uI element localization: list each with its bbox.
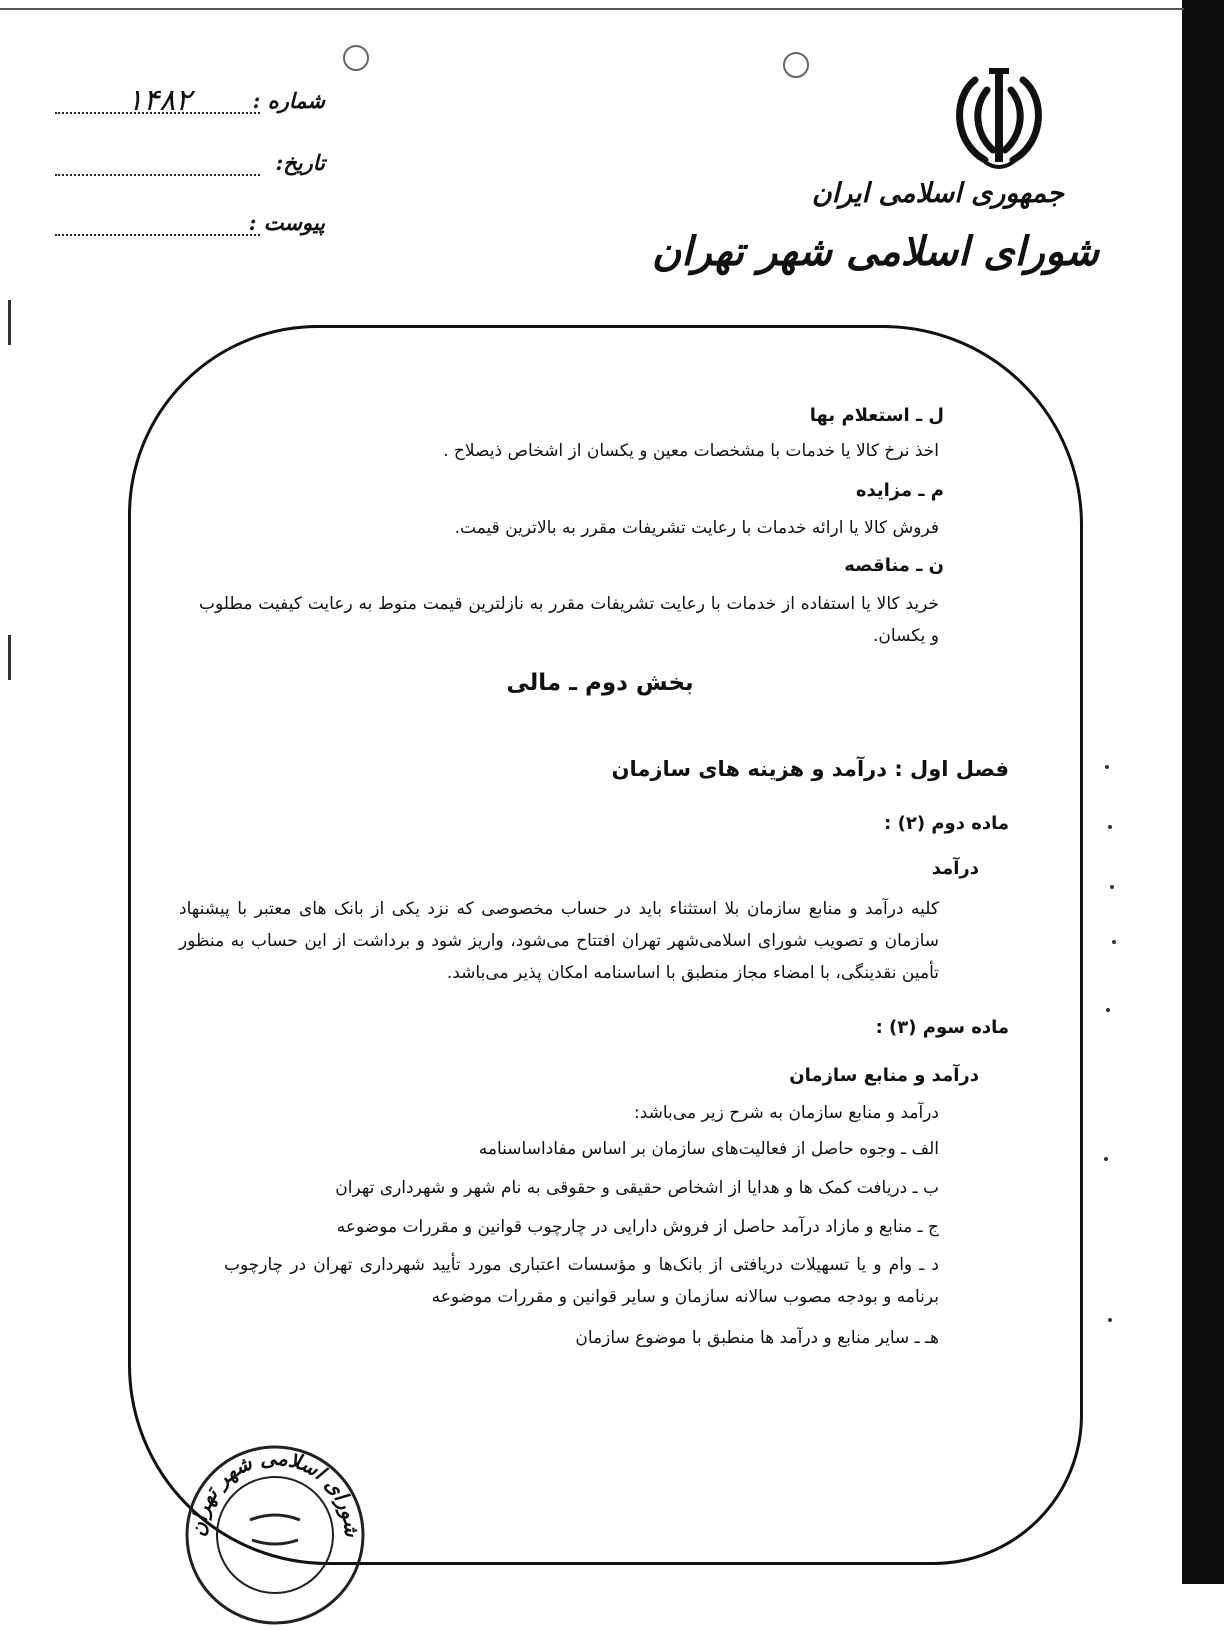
- number-value: ۱۴۸۲: [127, 83, 192, 118]
- list-item: الف ـ وجوه حاصل از فعالیت‌های سازمان بر اساس مفاداساسنامه: [478, 1139, 939, 1159]
- definition-text: فروش کالا یا ارائه خدمات با رعایت تشریفات مقرر به بالاترین قیمت.: [454, 518, 939, 538]
- scan-top-line: [0, 8, 1184, 10]
- scan-speck: [1108, 825, 1112, 829]
- attachment-field: [55, 210, 325, 240]
- article-label: ماده سوم (۳) :: [875, 1017, 1009, 1038]
- date-field: [55, 150, 325, 180]
- emblem-icon: [945, 62, 1053, 172]
- article-text: کلیه درآمد و منابع سازمان بلا استثناء باید در حساب مخصوصی که نزد یکی از بانک های معتبر با پیشنهاد سازمان و تصویب شورای اسلامی‌شهر تهران افتتاح می‌شود، واریز شود و برداشت از این حساب به منظور تأمین نقدینگی، با امضاء مجاز منطبق با اساسنامه امکان پذیر می‌باشد.: [179, 899, 939, 983]
- scan-left-mark: [8, 300, 11, 345]
- attachment-dots: [55, 234, 260, 236]
- list-item: د ـ وام و یا تسهیلات دریافتی از بانک‌ها و مؤسسات اعتباری مورد تأیید شهرداری تهران در چارچوب برنامه و بودجه مصوب سالانه سازمان و سایر قوانین و مقررات موضوعه: [224, 1255, 939, 1307]
- definition-text: اخذ نرخ کالا یا خدمات با مشخصات معین و یکسان از اشخاص ذیصلاح .: [443, 441, 939, 461]
- svg-text:شورای اسلامی شهر تهران: شورای اسلامی شهر تهران: [185, 1445, 365, 1538]
- council-title: شورای اسلامی شهر تهران: [651, 228, 1099, 275]
- scan-speck: [1110, 885, 1114, 889]
- scan-speck: [1105, 765, 1109, 769]
- article-heading: درآمد: [931, 858, 979, 879]
- scan-speck: [1108, 1318, 1112, 1322]
- scan-speck: [1104, 1157, 1108, 1161]
- scan-speck: [1106, 1008, 1110, 1012]
- list-item: ج ـ منابع و مازاد درآمد حاصل از فروش دارایی در چارچوب قوانین و مقررات موضوعه: [336, 1217, 939, 1237]
- list-item: ب ـ دریافت کمک ها و هدایا از اشخاص حقیقی و حقوقی به نام شهر و شهرداری تهران: [335, 1178, 939, 1198]
- attachment-label: پیوست :: [248, 210, 325, 235]
- article-label: ماده دوم (۲) :: [884, 813, 1009, 834]
- definition-text: خرید کالا یا استفاده از خدمات با رعایت تشریفات مقرر به نازلترین قیمت منوط به رعایت کیفیت مطلوب و یکسان.: [199, 594, 939, 646]
- number-field: [55, 83, 325, 118]
- punch-hole: [343, 45, 369, 71]
- date-label: تاریخ:: [275, 150, 325, 175]
- article-heading: درآمد و منابع سازمان: [789, 1065, 979, 1086]
- scan-speck: [1112, 940, 1116, 944]
- definition-heading: م ـ مزایده: [855, 480, 944, 501]
- date-dots: [55, 174, 260, 176]
- scan-edge-bar: [1182, 0, 1224, 1584]
- number-label: شماره :: [252, 88, 325, 113]
- council-stamp: [180, 1440, 370, 1630]
- republic-title: جمهوری اسلامی ایران: [811, 178, 1064, 209]
- section-title: بخش دوم ـ مالی: [506, 670, 694, 696]
- list-item: هـ ـ سایر منابع و درآمد ها منطبق با موضوع سازمان: [575, 1328, 939, 1348]
- punch-hole: [783, 52, 809, 78]
- article-intro: درآمد و منابع سازمان به شرح زیر می‌باشد:: [633, 1103, 939, 1123]
- definition-heading: ن ـ مناقصه: [844, 555, 944, 576]
- chapter-title: فصل اول : درآمد و هزینه های سازمان: [611, 757, 1009, 781]
- definition-heading: ل ـ استعلام بها: [809, 405, 944, 426]
- scan-left-mark: [8, 635, 11, 680]
